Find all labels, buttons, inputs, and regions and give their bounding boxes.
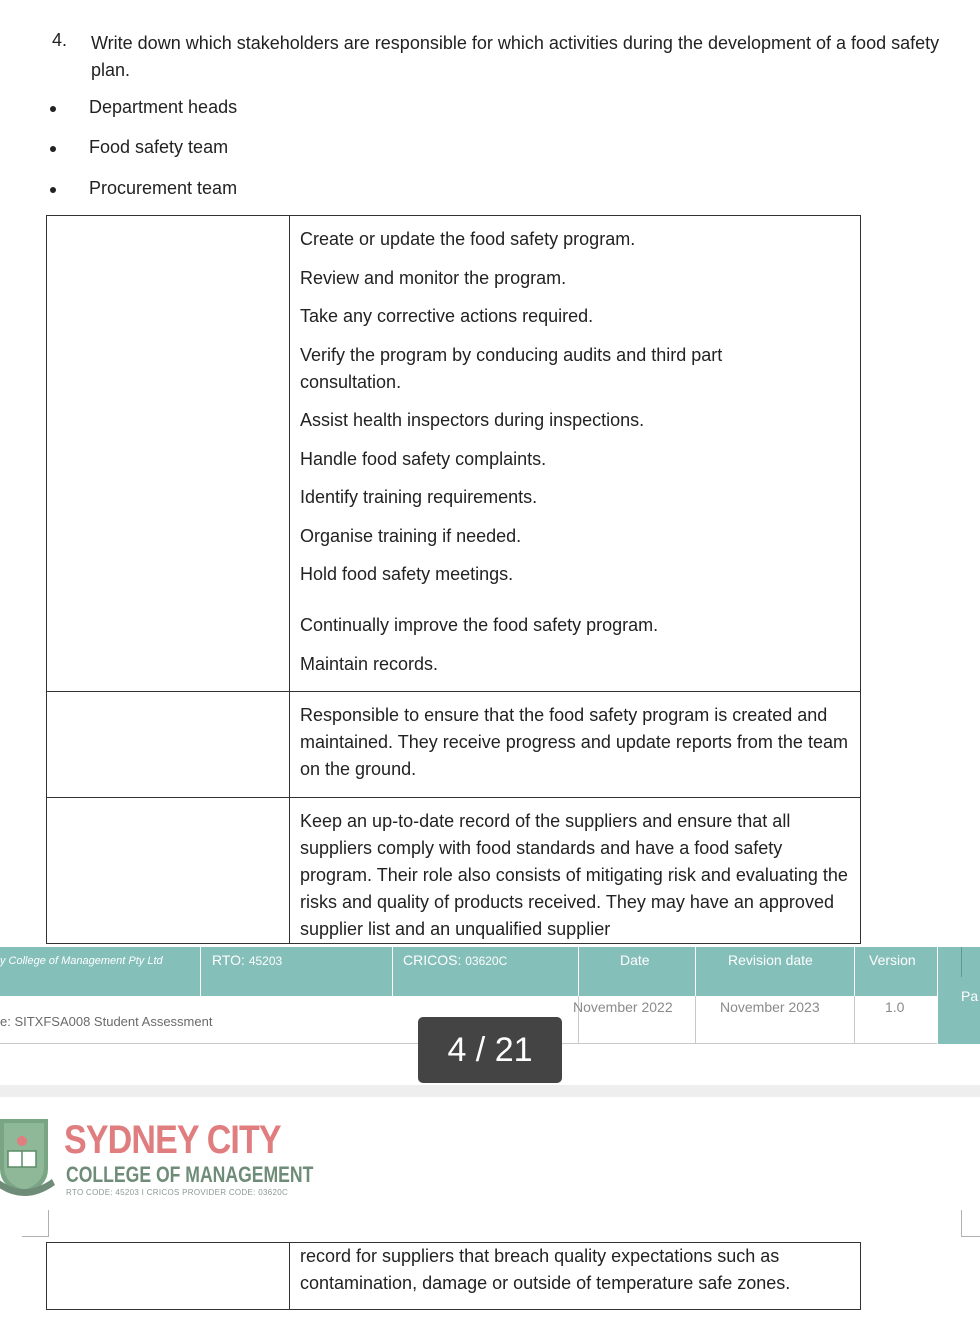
bullet-label: Department heads [89, 97, 238, 117]
footer-revision-label: Revision date [728, 952, 813, 968]
bullet-icon [50, 106, 56, 112]
table-row [47, 798, 861, 944]
bullet-label: Food safety team [89, 137, 229, 157]
page-indicator: 4 / 21 [418, 1017, 562, 1083]
footer-company: y College of Management Pty Ltd [0, 955, 163, 967]
margin-corner-mark [22, 1210, 49, 1237]
table-row [47, 1243, 861, 1310]
bullet-icon [50, 146, 56, 152]
question-number: 4. [52, 30, 68, 50]
footer-date-value: November 2022 [573, 999, 673, 1015]
answer-input-cell[interactable] [47, 216, 290, 692]
margin-corner-mark [961, 1210, 980, 1237]
responsibility-line: Create or update the food safety program. [300, 229, 636, 249]
responsibility-line: Handle food safety complaints. [300, 448, 547, 469]
responsibility-line: Assist health inspectors during inspections. [300, 410, 645, 430]
description-text: Responsible to ensure that the food safety program is created and maintained. They receive progress and update reports from the team on the ground. [300, 705, 848, 779]
answer-input-cell[interactable] [47, 1243, 290, 1310]
footer-rto: RTO: 45203 [212, 952, 283, 968]
bullet-label: Procurement team [89, 178, 238, 198]
responsibility-line: Take any corrective actions required. [300, 306, 594, 326]
responsibilities-cell [290, 216, 861, 692]
answer-input-cell[interactable] [47, 798, 290, 944]
footer-version-value: 1.0 [885, 999, 905, 1015]
description-text: record for suppliers that breach quality expectations such as contamination, damage or outside of temperature safe zones. [300, 1246, 791, 1293]
description-cell [290, 798, 861, 944]
responsibility-line: Organise training if needed. [300, 525, 522, 546]
description-cell [290, 1243, 861, 1310]
logo-title: SYDNEY CITY [64, 1118, 281, 1162]
responsibility-line: Identify training requirements. [300, 487, 538, 507]
responsibility-line: Hold food safety meetings. [300, 564, 514, 584]
logo-codes: RTO CODE: 45203 I CRICOS PROVIDER CODE: 03620C [66, 1188, 289, 1197]
footer-revision-value: November 2023 [720, 999, 820, 1015]
answer-table [46, 215, 861, 944]
footer-date-label: Date [620, 952, 650, 968]
footer-cricos: CRICOS: 03620C [403, 952, 508, 968]
responsibility-line: Verify the program by conducing audits and third part consultation. [300, 344, 723, 392]
bullet-icon [50, 187, 56, 193]
description-cell [290, 692, 861, 798]
description-text: Keep an up-to-date record of the suppliers and ensure that all suppliers comply with food standards and have a food safety program. Their role also consists of mitigating risk and evaluating the risks and quality of products received. They may have an approved supplier list and an unqualified supplier [300, 811, 848, 939]
answer-table-continued [46, 1242, 861, 1310]
logo-subtitle: COLLEGE OF MANAGEMENT [66, 1162, 314, 1187]
footer-document-title: e: SITXFSA008 Student Assessment [0, 1014, 213, 1029]
responsibility-line: Continually improve the food safety program. [300, 615, 659, 635]
footer-page-label: Pa [961, 988, 979, 1004]
table-row [47, 692, 861, 798]
table-row [47, 216, 861, 692]
college-crest-icon [0, 1117, 60, 1201]
footer-version-label: Version [869, 952, 916, 968]
responsibility-line: Maintain records. [300, 653, 439, 674]
answer-input-cell[interactable] [47, 692, 290, 798]
page-separator [0, 1085, 980, 1097]
question-text: Write down which stakeholders are responsible for which activities during the development of a food safety plan. [91, 33, 940, 80]
responsibility-line: Review and monitor the program. [300, 267, 567, 288]
